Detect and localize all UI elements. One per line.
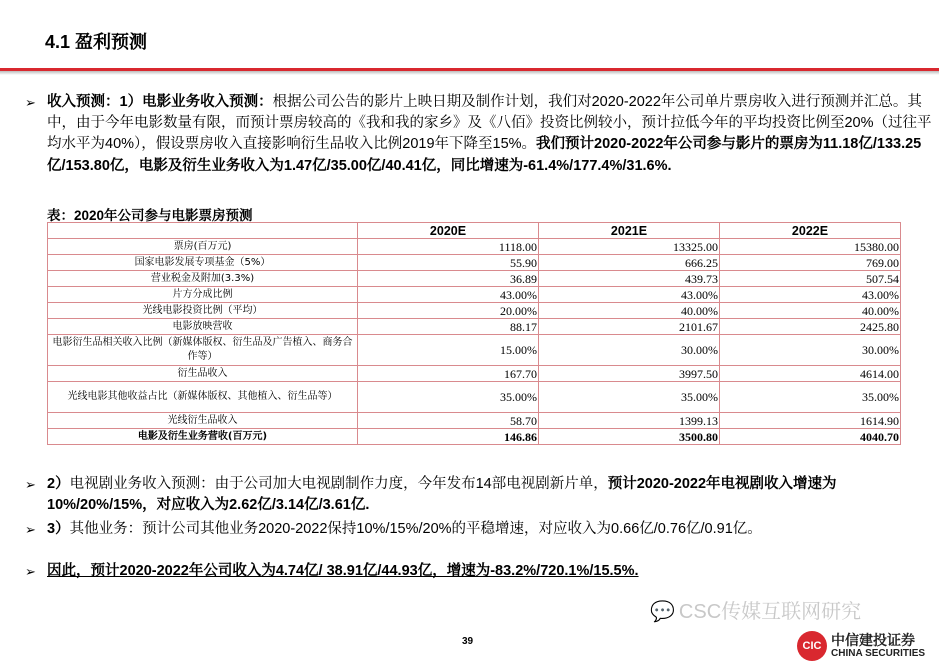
- table-row: [48, 287, 901, 303]
- cell-value: 35.00%: [358, 382, 539, 413]
- logo-en: CHINA SECURITIES: [831, 648, 926, 659]
- cell-value: 507.54: [720, 271, 901, 287]
- row-label: 电影及衍生业务营收(百万元): [48, 429, 358, 445]
- para-text: 其他业务：预计公司其他业务2020-2022保持10%/15%/20%的平稳增速，对应收入为0.66亿/0.76亿/0.91亿。: [69, 521, 762, 537]
- citic-logo-icon: CIC: [797, 631, 827, 661]
- wechat-icon: 💬: [650, 601, 675, 623]
- table-row: [48, 335, 901, 366]
- column-header: [48, 223, 358, 239]
- cell-value: 58.70: [358, 413, 539, 429]
- bullet-arrow-icon: ➢: [25, 522, 36, 537]
- column-header: 2020E: [358, 223, 539, 239]
- cell-value: 43.00%: [358, 287, 539, 303]
- cell-value: 30.00%: [539, 335, 720, 366]
- paragraph-summary: [25, 561, 935, 582]
- bullet-arrow-icon: ➢: [25, 477, 36, 492]
- cell-value: 35.00%: [720, 382, 901, 413]
- bullet-arrow-icon: ➢: [25, 564, 36, 579]
- cell-value: 666.25: [539, 255, 720, 271]
- page-number: 39: [462, 636, 474, 647]
- cell-value: 146.86: [358, 429, 539, 445]
- cell-value: 15380.00: [720, 239, 901, 255]
- cell-value: 4040.70: [720, 429, 901, 445]
- table-row: [48, 303, 901, 319]
- table-row: [48, 429, 901, 445]
- cell-value: 30.00%: [720, 335, 901, 366]
- table-row: [48, 255, 901, 271]
- cell-value: 40.00%: [720, 303, 901, 319]
- watermark-text: CSC传媒互联网研究: [678, 601, 862, 623]
- table-row: [48, 382, 901, 413]
- cell-value: 35.00%: [539, 382, 720, 413]
- cell-value: 1614.90: [720, 413, 901, 429]
- cell-value: 769.00: [720, 255, 901, 271]
- para-text: 根据公司公告的影片上映日期及制作计划，我们对2020-2022年公司单片票房收入进行预测并汇总。其中，由于今年电影数量有限，而预计票房较高的《我和我的家乡》及《八佰》投资比例较小，预计拉低今年的平均投资比例至20%（过往平均水平为40%），假设票房收入直接影响衍生品收入比例2019年下降至15%。: [47, 94, 932, 153]
- row-label: 国家电影发展专项基金（5%）: [48, 255, 358, 271]
- row-label: 光线衍生品收入: [48, 413, 358, 429]
- para-number: 3）: [47, 521, 70, 537]
- cell-value: 4614.00: [720, 366, 901, 382]
- row-label: 片方分成比例: [48, 287, 358, 303]
- bullet-arrow-icon: ➢: [25, 95, 36, 110]
- table-row: [48, 239, 901, 255]
- table-row: [48, 366, 901, 382]
- row-label: 票房(百万元): [48, 239, 358, 255]
- header-shadow: [0, 71, 939, 75]
- paragraph-other-revenue: [25, 519, 935, 540]
- row-label: 光线电影其他收益占比（新媒体版权、其他植入、衍生品等）: [48, 382, 358, 413]
- watermark: [650, 600, 861, 624]
- cell-value: 88.17: [358, 319, 539, 335]
- table-header-row: [48, 223, 901, 239]
- summary-text: 因此，预计2020-2022年公司收入为4.74亿/ 38.91亿/44.93亿，增速为-83.2%/720.1%/15.5%.: [47, 563, 639, 579]
- cell-value: 40.00%: [539, 303, 720, 319]
- logo-cn: 中信建投证券: [831, 632, 915, 648]
- cell-value: 2101.67: [539, 319, 720, 335]
- box-office-table: [47, 222, 901, 445]
- paragraph-tv-revenue: [25, 474, 935, 516]
- table-row: [48, 413, 901, 429]
- column-header: 2022E: [720, 223, 901, 239]
- cell-value: 55.90: [358, 255, 539, 271]
- cell-value: 3997.50: [539, 366, 720, 382]
- cell-value: 1118.00: [358, 239, 539, 255]
- table-caption: 表：2020年公司参与电影票房预测: [47, 208, 253, 223]
- cell-value: 439.73: [539, 271, 720, 287]
- para-number: 2）: [47, 476, 70, 492]
- table-row: [48, 271, 901, 287]
- table-row: [48, 319, 901, 335]
- row-label: 电影放映营收: [48, 319, 358, 335]
- para-conclusion: 预计2020-2022年电视剧收入增速为10%/20%/15%，对应收入为2.62亿/3.14亿/3.61亿.: [47, 476, 837, 514]
- cell-value: 43.00%: [539, 287, 720, 303]
- column-header: 2021E: [539, 223, 720, 239]
- page-title: 4.1 盈利预测: [45, 32, 148, 52]
- cell-value: 36.89: [358, 271, 539, 287]
- cell-value: 13325.00: [539, 239, 720, 255]
- paragraph-film-revenue: [25, 92, 935, 177]
- row-label: 电影衍生品相关收入比例（新媒体版权、衍生品及广告植入、商务合作等）: [48, 335, 358, 366]
- cell-value: 43.00%: [720, 287, 901, 303]
- para-heading: 收入预测：1）电影业务收入预测：: [47, 94, 273, 110]
- cell-value: 3500.80: [539, 429, 720, 445]
- cell-value: 2425.80: [720, 319, 901, 335]
- cell-value: 1399.13: [539, 413, 720, 429]
- para-text: 电视剧业务收入预测：由于公司加大电视剧制作力度，今年发布14部电视剧新片单，: [69, 476, 608, 492]
- para-conclusion: 我们预计2020-2022年公司参与影片的票房为11.18亿/133.25亿/153.80亿，电影及衍生业务收入为1.47亿/35.00亿/40.41亿，同比增速为-61.4%/177.4%/31.6%.: [47, 136, 922, 174]
- row-label: 光线电影投资比例（平均）: [48, 303, 358, 319]
- row-label: 营业税金及附加(3.3%): [48, 271, 358, 287]
- cell-value: 15.00%: [358, 335, 539, 366]
- cell-value: 20.00%: [358, 303, 539, 319]
- company-logo: [797, 631, 925, 661]
- cell-value: 167.70: [358, 366, 539, 382]
- row-label: 衍生品收入: [48, 366, 358, 382]
